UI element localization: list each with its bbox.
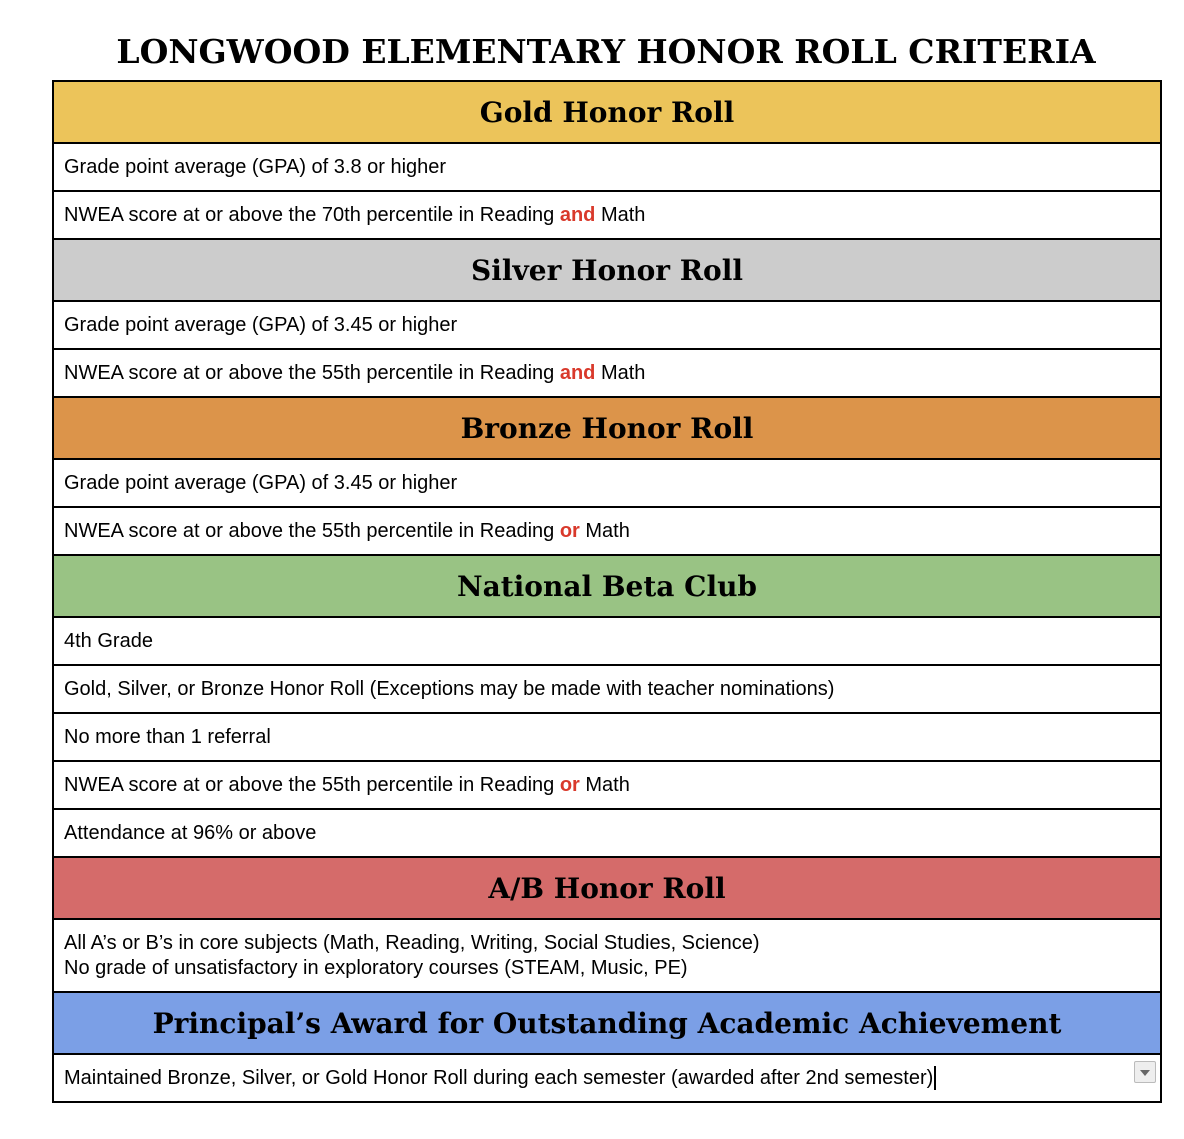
criteria-table [52,80,1162,1103]
bronze-header[interactable]: Bronze Honor Roll [54,398,1160,460]
silver-header[interactable]: Silver Honor Roll [54,240,1160,302]
ab-criteria-row[interactable] [54,920,1160,993]
beta-nwea-text: NWEA score at or above the 55th percentile in Reading or Math [64,773,630,796]
gold-nwea-conjunction: and [559,203,596,226]
beta-nwea-row[interactable] [54,762,1160,810]
beta-header[interactable]: National Beta Club [54,556,1160,618]
text-cursor [934,1066,936,1090]
dropdown-arrow-icon[interactable] [1134,1061,1156,1083]
ab-line-exploratory: No grade of unsatisfactory in exploratory courses (STEAM, Music, PE) [64,956,688,979]
bronze-nwea-row[interactable] [54,508,1160,556]
gold-gpa-row[interactable]: Grade point average (GPA) of 3.8 or higher [54,144,1160,192]
silver-nwea-row[interactable] [54,350,1160,398]
gold-nwea-row[interactable] [54,192,1160,240]
gold-header[interactable]: Gold Honor Roll [54,82,1160,144]
bronze-nwea-conjunction: or [559,519,580,542]
page-title: LONGWOOD ELEMENTARY HONOR ROLL CRITERIA [116,32,1096,71]
beta-referral-row[interactable]: No more than 1 referral [54,714,1160,762]
beta-grade-row[interactable]: 4th Grade [54,618,1160,666]
ab-line-core: All A’s or B’s in core subjects (Math, Reading, Writing, Social Studies, Science) [64,931,760,954]
gold-nwea-text: NWEA score at or above the 70th percentile in Reading and Math [64,203,646,226]
principal-header[interactable]: Principal’s Award for Outstanding Academic Achievement [54,993,1160,1055]
beta-attendance-row[interactable]: Attendance at 96% or above [54,810,1160,858]
beta-nwea-conjunction: or [559,773,580,796]
bronze-gpa-row[interactable]: Grade point average (GPA) of 3.45 or higher [54,460,1160,508]
beta-honor-row[interactable]: Gold, Silver, or Bronze Honor Roll (Exceptions may be made with teacher nominations) [54,666,1160,714]
silver-nwea-text: NWEA score at or above the 55th percentile in Reading and Math [64,361,646,384]
silver-nwea-conjunction: and [559,361,596,384]
principal-text: Maintained Bronze, Silver, or Gold Honor Roll during each semester (awarded after 2nd semester) [64,1066,934,1089]
principal-criteria-row[interactable] [54,1055,1160,1103]
bronze-nwea-text: NWEA score at or above the 55th percentile in Reading or Math [64,519,630,542]
silver-gpa-row[interactable]: Grade point average (GPA) of 3.45 or higher [54,302,1160,350]
ab-header[interactable]: A/B Honor Roll [54,858,1160,920]
